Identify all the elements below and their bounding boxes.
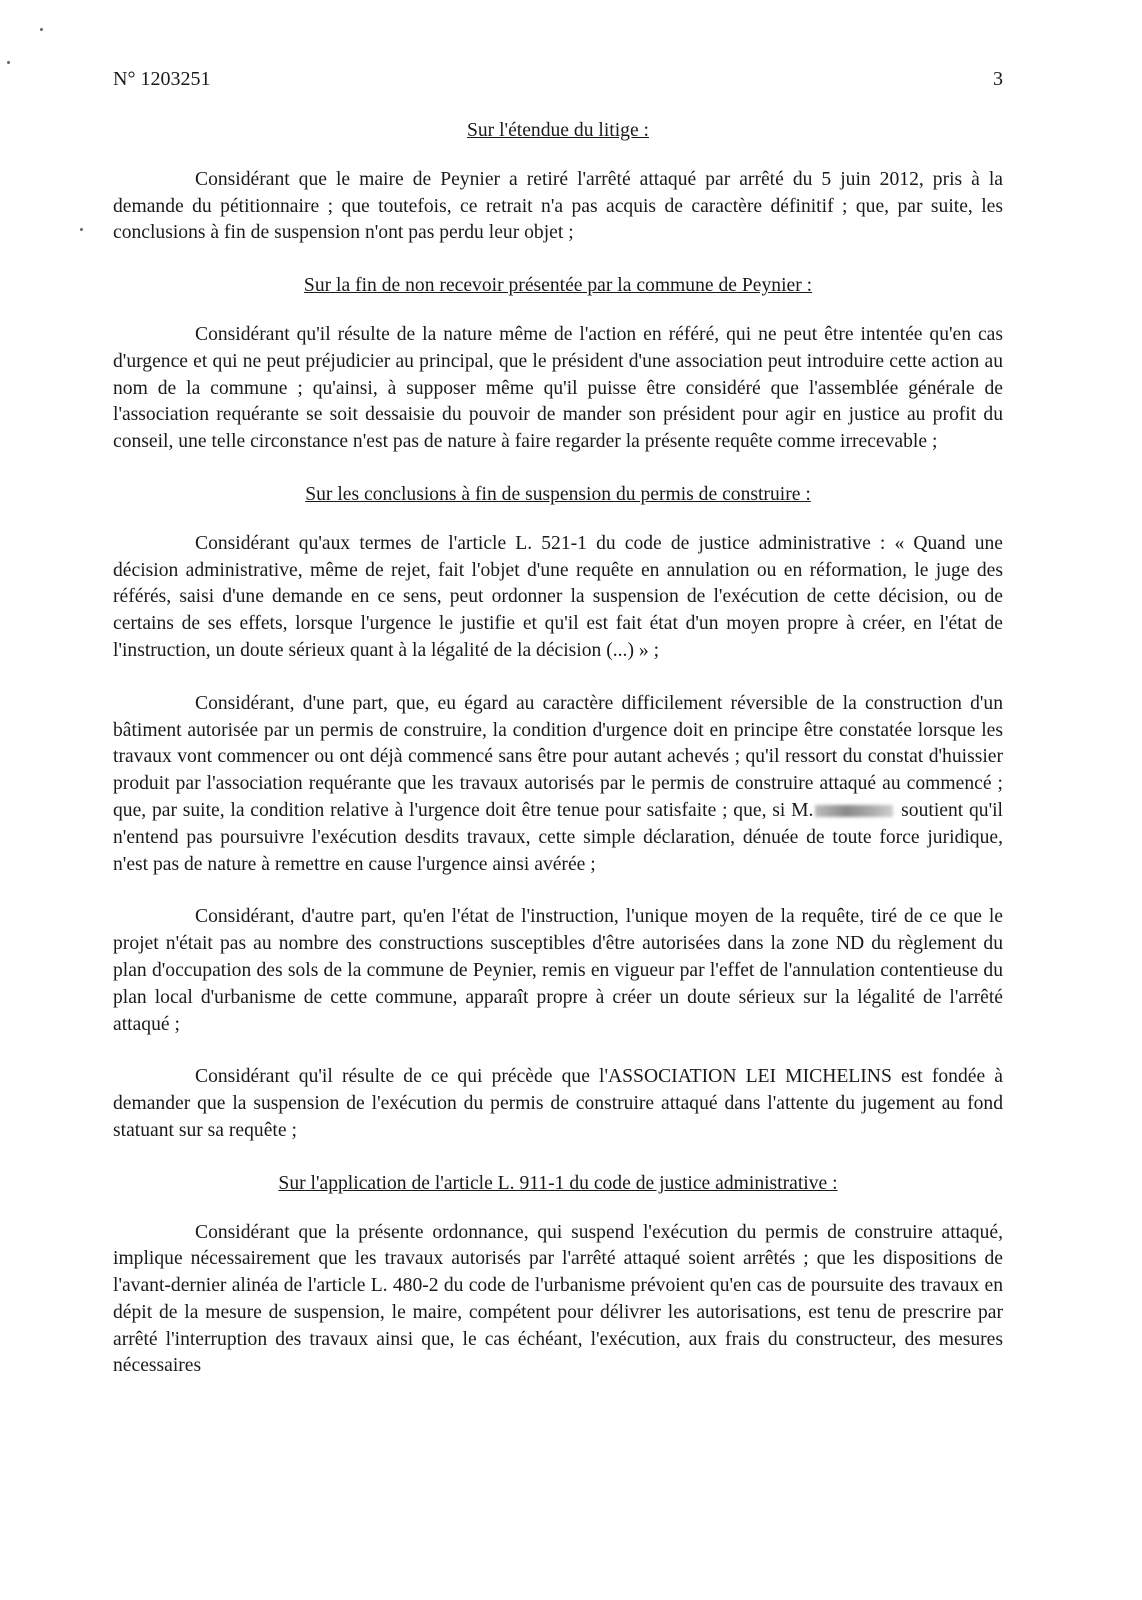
paragraph [113, 322, 1003, 456]
paragraph [113, 531, 1003, 665]
section-heading: Sur la fin de non recevoir présentée par la commune de Peynier : [303, 275, 813, 297]
section-etendue-litige [113, 118, 1003, 247]
scan-speck [7, 61, 10, 64]
paragraph-text: soutient qu'il n'entend pas poursuivre l'exécution desdits travaux, cette simple déclaration, dénuée de toute force juridique, n'est pas de nature à remettre en cause l'urgence ainsi avérée ; [113, 799, 1003, 875]
paragraph-text: Considérant, d'autre part, qu'en l'état de l'instruction, l'unique moyen de la requête, tiré de ce que le projet n'était pas au nombre des constructions susceptibles d'être autorisées dans la zone ND du règlement du plan d'occupation des sols de la commune de Peynier, remis en vigueur par l'effet de l'annulation contentieuse du plan local d'urbanisme de cette commune, apparaît propre à créer un doute sérieux sur la légalité de l'arrêté attaqué ; [113, 906, 1003, 1035]
paragraph [113, 691, 1003, 879]
case-number: N° 1203251 [113, 68, 211, 90]
paragraph-text: Considérant qu'aux termes de l'article L. 521-1 du code de justice administrative : « Quand une décision administrative, même de rejet, fait l'objet d'une requête en annulation ou en réformation, le juge des référés, saisi d'une demande en ce sens, peut ordonner la suspension de l'exécution de cette décision, ou de certains de ses effets, lorsque l'urgence le justifie et qu'il est fait état d'un moyen propre à créer, en l'état de l'instruction, un doute sérieux quant à la légalité de la décision (...) » ; [113, 532, 1003, 661]
section-article-l911-1 [113, 1171, 1003, 1381]
page-number: 3 [993, 68, 1003, 90]
paragraph-text: Considérant qu'il résulte de ce qui précède que l'ASSOCIATION LEI MICHELINS est fondée à demander que la suspension de l'exécution du permis de construire attaqué dans l'attente du jugement au fond statuant sur sa requête ; [113, 1066, 1003, 1141]
section-heading: Sur les conclusions à fin de suspension du permis de construire : [305, 483, 811, 505]
section-conclusions-suspension [113, 482, 1003, 1145]
paragraph-text: Considérant, d'une part, que, eu égard au caractère difficilement réversible de la construction d'un bâtiment autorisée par un permis de construire, la condition d'urgence doit en principe être constatée lorsque les travaux vont commencer ou ont déjà commencé sans être pour autant achevés ; qu'il ressort du constat d'huissier produit par l'association requérante que les travaux autorisés par le permis de construire attaqué au commencé ; que, par suite, la condition relative à l'urgence doit être tenue pour satisfaite ; que, si M. [113, 692, 1003, 821]
document-body [113, 118, 1003, 1380]
paragraph [113, 1064, 1003, 1144]
section-fin-non-recevoir [113, 273, 1003, 456]
paragraph-text: Considérant que la présente ordonnance, qui suspend l'exécution du permis de construire attaqué, implique nécessairement que les travaux autorisés par l'arrêté attaqué soient arrêtés ; que les dispositions de l'avant-dernier alinéa de l'article L. 480-2 du code de l'urbanisme prévoient qu'en cas de poursuite des travaux en dépit de la mesure de suspension, le maire, compétent pour délivrer les autorisations, est tenu de prescrire par arrêté l'interruption des travaux ainsi que, le cas échéant, l'exécution, aux frais du constructeur, des mesures nécessaires [113, 1221, 1003, 1377]
scan-speck [80, 228, 83, 231]
scan-speck [40, 28, 43, 31]
paragraph-text: Considérant que le maire de Peynier a retiré l'arrêté attaqué par arrêté du 5 juin 2012, pris à la demande du pétitionnaire ; que toutefois, ce retrait n'a pas acquis de caractère définitif ; que, par suite, les conclusions à fin de suspension n'ont pas perdu leur objet ; [113, 168, 1003, 244]
paragraph [113, 904, 1003, 1038]
paragraph [113, 167, 1003, 247]
section-heading: Sur l'application de l'article L. 911-1 du code de justice administrative : [278, 1172, 838, 1194]
section-heading: Sur l'étendue du litige : [466, 120, 650, 141]
paragraph-text: Considérant qu'il résulte de la nature même de l'action en référé, qui ne peut être intentée qu'en cas d'urgence et qui ne peut préjudicier au principal, que le président d'une association peut introduire cette action au nom de la commune ; qu'ainsi, à supposer même qu'il puisse être considéré que l'assemblée générale de l'association requérante se soit dessaisie du pouvoir de mander son président pour agir en justice au profit du conseil, une telle circonstance n'est pas de nature à faire regarder la présente requête comme irrecevable ; [113, 323, 1003, 453]
page-header [113, 68, 1003, 98]
paragraph [113, 1220, 1003, 1381]
redacted-name [815, 805, 893, 817]
